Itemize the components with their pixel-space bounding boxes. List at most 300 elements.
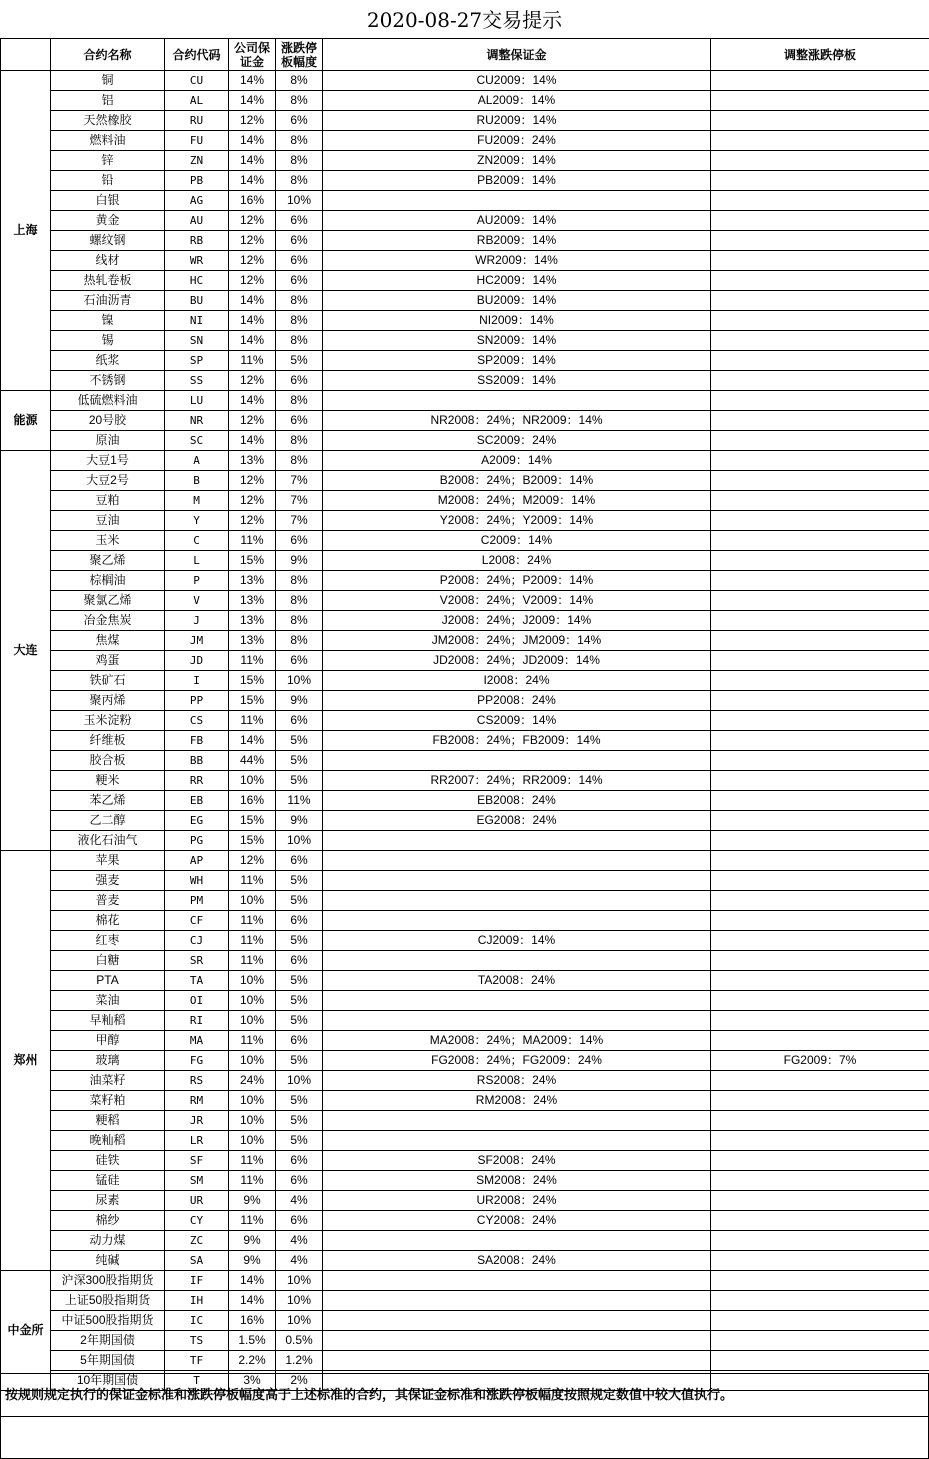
table-row — [1, 551, 929, 571]
table-row — [1, 711, 929, 731]
price-limit-cell: 8% — [276, 311, 323, 331]
company-margin-cell: 16% — [229, 191, 276, 211]
contract-code-cell: RI — [165, 1011, 229, 1031]
contract-code-cell: PB — [165, 171, 229, 191]
price-limit-cell: 8% — [276, 131, 323, 151]
contract-name-cell: 焦煤 — [51, 631, 165, 651]
adjusted-margin-cell: A2009：14% — [323, 451, 711, 471]
company-margin-cell: 14% — [229, 331, 276, 351]
price-limit-cell: 0.5% — [276, 1331, 323, 1351]
company-margin-cell: 14% — [229, 391, 276, 411]
adjusted-limit-cell — [711, 71, 929, 91]
adjusted-limit-cell — [711, 211, 929, 231]
company-margin-cell: 11% — [229, 951, 276, 971]
contract-code-cell: TS — [165, 1331, 229, 1351]
adjusted-limit-cell — [711, 771, 929, 791]
contract-name-cell: 玉米淀粉 — [51, 711, 165, 731]
contract-code-cell: V — [165, 591, 229, 611]
adjusted-limit-cell — [711, 1311, 929, 1331]
contract-name-cell: 螺纹钢 — [51, 231, 165, 251]
adjusted-limit-cell — [711, 391, 929, 411]
adjusted-limit-cell — [711, 271, 929, 291]
price-limit-cell: 5% — [276, 351, 323, 371]
contract-code-cell: IC — [165, 1311, 229, 1331]
adjusted-limit-cell — [711, 431, 929, 451]
adjusted-limit-cell — [711, 1091, 929, 1111]
adjusted-limit-cell — [711, 811, 929, 831]
adjusted-margin-cell: SA2008：24% — [323, 1251, 711, 1271]
contract-code-cell: CY — [165, 1211, 229, 1231]
adjusted-limit-cell — [711, 1131, 929, 1151]
contract-name-cell: 白糖 — [51, 951, 165, 971]
price-limit-cell: 5% — [276, 1011, 323, 1031]
company-margin-cell: 14% — [229, 1291, 276, 1311]
contract-name-cell: 粳稻 — [51, 1111, 165, 1131]
adjusted-limit-cell — [711, 1251, 929, 1271]
adjusted-limit-cell — [711, 511, 929, 531]
adjusted-limit-cell — [711, 351, 929, 371]
table-row — [1, 1111, 929, 1131]
adjusted-margin-cell — [323, 991, 711, 1011]
table-row — [1, 231, 929, 251]
contract-code-cell: WR — [165, 251, 229, 271]
contract-code-cell: CU — [165, 71, 229, 91]
price-limit-cell: 5% — [276, 1111, 323, 1131]
exchange-label: 郑州 — [1, 851, 51, 1271]
price-limit-cell: 6% — [276, 371, 323, 391]
contract-code-cell: SC — [165, 431, 229, 451]
contract-name-cell: 豆粕 — [51, 491, 165, 511]
adjusted-margin-cell — [323, 831, 711, 851]
table-row — [1, 591, 929, 611]
contract-name-cell: 聚乙烯 — [51, 551, 165, 571]
contract-code-cell: RB — [165, 231, 229, 251]
contract-code-cell: T — [165, 1371, 229, 1391]
adjusted-margin-cell: I2008：24% — [323, 671, 711, 691]
company-margin-cell: 14% — [229, 291, 276, 311]
adjusted-limit-cell — [711, 1151, 929, 1171]
adjusted-limit-cell — [711, 751, 929, 771]
contract-name-cell: 普麦 — [51, 891, 165, 911]
contract-name-cell: 纸浆 — [51, 351, 165, 371]
contract-code-cell: JD — [165, 651, 229, 671]
table-row — [1, 1071, 929, 1091]
adjusted-limit-cell — [711, 1171, 929, 1191]
contract-code-cell: A — [165, 451, 229, 471]
header-row — [1, 39, 929, 71]
adjusted-margin-cell: B2008：24%；B2009：14% — [323, 471, 711, 491]
adjusted-limit-cell — [711, 371, 929, 391]
adjusted-limit-cell — [711, 551, 929, 571]
contract-code-cell: LR — [165, 1131, 229, 1151]
company-margin-cell: 10% — [229, 1051, 276, 1071]
adjusted-limit-cell — [711, 251, 929, 271]
price-limit-cell: 10% — [276, 191, 323, 211]
contract-code-cell: SN — [165, 331, 229, 351]
table-row — [1, 891, 929, 911]
adjusted-margin-cell: EG2008：24% — [323, 811, 711, 831]
price-limit-cell: 6% — [276, 411, 323, 431]
footer-divider — [1, 1416, 928, 1417]
company-margin-cell: 15% — [229, 691, 276, 711]
price-limit-cell: 4% — [276, 1191, 323, 1211]
table-body — [1, 71, 929, 1391]
company-margin-cell: 12% — [229, 251, 276, 271]
contract-name-cell: 菜油 — [51, 991, 165, 1011]
contract-code-cell: CS — [165, 711, 229, 731]
contract-code-cell: P — [165, 571, 229, 591]
contract-name-cell: 5年期国债 — [51, 1351, 165, 1371]
company-margin-cell: 12% — [229, 411, 276, 431]
exchange-label: 能源 — [1, 391, 51, 451]
adjusted-limit-cell — [711, 91, 929, 111]
company-margin-cell: 44% — [229, 751, 276, 771]
price-limit-cell: 6% — [276, 951, 323, 971]
contract-code-cell: AU — [165, 211, 229, 231]
adjusted-margin-cell: RS2008：24% — [323, 1071, 711, 1091]
company-margin-cell: 11% — [229, 1031, 276, 1051]
contract-name-cell: 铅 — [51, 171, 165, 191]
company-margin-cell: 14% — [229, 1271, 276, 1291]
adjusted-limit-cell — [711, 1071, 929, 1091]
exchange-label: 中金所 — [1, 1271, 51, 1391]
contract-code-cell: JM — [165, 631, 229, 651]
adjusted-margin-cell — [323, 891, 711, 911]
company-margin-cell: 10% — [229, 1091, 276, 1111]
company-margin-cell: 11% — [229, 651, 276, 671]
contract-code-cell: J — [165, 611, 229, 631]
contract-code-cell: SF — [165, 1151, 229, 1171]
price-limit-cell: 7% — [276, 511, 323, 531]
table-row — [1, 451, 929, 471]
contract-code-cell: EG — [165, 811, 229, 831]
table-row — [1, 1151, 929, 1171]
adjusted-margin-cell: CJ2009：14% — [323, 931, 711, 951]
adjusted-margin-cell: PP2008：24% — [323, 691, 711, 711]
adjusted-margin-cell — [323, 1011, 711, 1031]
table-row — [1, 951, 929, 971]
adjusted-margin-cell — [323, 1131, 711, 1151]
contract-code-cell: EB — [165, 791, 229, 811]
adjusted-margin-cell — [323, 851, 711, 871]
table-row — [1, 991, 929, 1011]
table-row — [1, 71, 929, 91]
price-limit-cell: 11% — [276, 791, 323, 811]
adjusted-margin-cell: AL2009：14% — [323, 91, 711, 111]
table-row — [1, 1171, 929, 1191]
price-limit-cell: 8% — [276, 71, 323, 91]
company-margin-cell: 14% — [229, 151, 276, 171]
header-adjusted-limit: 调整涨跌停板 — [711, 39, 929, 71]
company-margin-cell: 11% — [229, 351, 276, 371]
price-limit-cell: 9% — [276, 811, 323, 831]
price-limit-cell: 5% — [276, 1091, 323, 1111]
price-limit-cell: 8% — [276, 591, 323, 611]
contract-name-cell: 锡 — [51, 331, 165, 351]
adjusted-margin-cell: FB2008：24%；FB2009：14% — [323, 731, 711, 751]
contract-code-cell: SS — [165, 371, 229, 391]
company-margin-cell: 12% — [229, 491, 276, 511]
table-row — [1, 911, 929, 931]
contract-code-cell: SM — [165, 1171, 229, 1191]
contract-name-cell: 尿素 — [51, 1191, 165, 1211]
contract-name-cell: 热轧卷板 — [51, 271, 165, 291]
adjusted-limit-cell — [711, 991, 929, 1011]
table-row — [1, 311, 929, 331]
adjusted-limit-cell — [711, 111, 929, 131]
adjusted-limit-cell — [711, 471, 929, 491]
company-margin-cell: 10% — [229, 1111, 276, 1131]
price-limit-cell: 10% — [276, 1071, 323, 1091]
adjusted-margin-cell: ZN2009：14% — [323, 151, 711, 171]
header-adjusted-margin: 调整保证金 — [323, 39, 711, 71]
adjusted-margin-cell: Y2008：24%；Y2009：14% — [323, 511, 711, 531]
price-limit-cell: 5% — [276, 751, 323, 771]
price-limit-cell: 8% — [276, 91, 323, 111]
table-row — [1, 1271, 929, 1291]
contract-code-cell: UR — [165, 1191, 229, 1211]
contract-code-cell: OI — [165, 991, 229, 1011]
company-margin-cell: 24% — [229, 1071, 276, 1091]
contract-code-cell: B — [165, 471, 229, 491]
exchange-label: 上海 — [1, 71, 51, 391]
contract-code-cell: TA — [165, 971, 229, 991]
price-limit-cell: 6% — [276, 851, 323, 871]
company-margin-cell: 10% — [229, 991, 276, 1011]
company-margin-cell: 11% — [229, 931, 276, 951]
adjusted-limit-cell — [711, 691, 929, 711]
adjusted-limit-cell: FG2009：7% — [711, 1051, 929, 1071]
adjusted-margin-cell: EB2008：24% — [323, 791, 711, 811]
contract-name-cell: 苹果 — [51, 851, 165, 871]
adjusted-limit-cell — [711, 611, 929, 631]
contract-name-cell: 铜 — [51, 71, 165, 91]
adjusted-limit-cell — [711, 1231, 929, 1251]
company-margin-cell: 14% — [229, 311, 276, 331]
contract-code-cell: MA — [165, 1031, 229, 1051]
contract-name-cell: 聚丙烯 — [51, 691, 165, 711]
table-row — [1, 571, 929, 591]
contract-code-cell: TF — [165, 1351, 229, 1371]
table-row — [1, 391, 929, 411]
adjusted-margin-cell: FU2009：24% — [323, 131, 711, 151]
contract-code-cell: I — [165, 671, 229, 691]
company-margin-cell: 15% — [229, 551, 276, 571]
adjusted-margin-cell: CU2009：14% — [323, 71, 711, 91]
contract-name-cell: 强麦 — [51, 871, 165, 891]
price-limit-cell: 6% — [276, 1171, 323, 1191]
company-margin-cell: 12% — [229, 231, 276, 251]
page-title: 2020-08-27交易提示 — [366, 8, 563, 32]
adjusted-margin-cell — [323, 1111, 711, 1131]
price-limit-cell: 6% — [276, 711, 323, 731]
adjusted-margin-cell: L2008：24% — [323, 551, 711, 571]
adjusted-limit-cell — [711, 531, 929, 551]
company-margin-cell: 14% — [229, 91, 276, 111]
adjusted-margin-cell: FG2008：24%；FG2009：24% — [323, 1051, 711, 1071]
price-limit-cell: 6% — [276, 1151, 323, 1171]
table-row — [1, 1191, 929, 1211]
table-row — [1, 1231, 929, 1251]
adjusted-limit-cell — [711, 1031, 929, 1051]
adjusted-limit-cell — [711, 911, 929, 931]
price-limit-cell: 7% — [276, 471, 323, 491]
contract-name-cell: 燃料油 — [51, 131, 165, 151]
table-row — [1, 811, 929, 831]
contract-code-cell: JR — [165, 1111, 229, 1131]
price-limit-cell: 8% — [276, 631, 323, 651]
contract-name-cell: 2年期国债 — [51, 1331, 165, 1351]
table-row — [1, 1031, 929, 1051]
adjusted-margin-cell: JM2008：24%；JM2009：14% — [323, 631, 711, 651]
contract-code-cell: RM — [165, 1091, 229, 1111]
adjusted-margin-cell: RM2008：24% — [323, 1091, 711, 1111]
adjusted-margin-cell — [323, 1271, 711, 1291]
contract-name-cell: 豆油 — [51, 511, 165, 531]
price-limit-cell: 9% — [276, 691, 323, 711]
price-limit-cell: 8% — [276, 171, 323, 191]
company-margin-cell: 10% — [229, 891, 276, 911]
adjusted-limit-cell — [711, 891, 929, 911]
adjusted-margin-cell: TA2008：24% — [323, 971, 711, 991]
adjusted-margin-cell — [323, 871, 711, 891]
company-margin-cell: 11% — [229, 1171, 276, 1191]
price-limit-cell: 10% — [276, 1291, 323, 1311]
adjusted-limit-cell — [711, 731, 929, 751]
table-row — [1, 1291, 929, 1311]
price-limit-cell: 10% — [276, 831, 323, 851]
adjusted-limit-cell — [711, 291, 929, 311]
contract-name-cell: 锌 — [51, 151, 165, 171]
adjusted-margin-cell: SM2008：24% — [323, 1171, 711, 1191]
trading-table — [0, 38, 929, 1391]
contract-code-cell: L — [165, 551, 229, 571]
adjusted-limit-cell — [711, 151, 929, 171]
company-margin-cell: 11% — [229, 711, 276, 731]
company-margin-cell: 11% — [229, 911, 276, 931]
contract-code-cell: FG — [165, 1051, 229, 1071]
company-margin-cell: 15% — [229, 831, 276, 851]
price-limit-cell: 6% — [276, 651, 323, 671]
company-margin-cell: 12% — [229, 111, 276, 131]
contract-name-cell: 动力煤 — [51, 1231, 165, 1251]
header-exchange — [1, 39, 51, 71]
contract-name-cell: 不锈钢 — [51, 371, 165, 391]
adjusted-limit-cell — [711, 131, 929, 151]
contract-code-cell: RS — [165, 1071, 229, 1091]
price-limit-cell: 6% — [276, 531, 323, 551]
table-row — [1, 511, 929, 531]
table-row — [1, 691, 929, 711]
contract-name-cell: 冶金焦炭 — [51, 611, 165, 631]
price-limit-cell: 8% — [276, 291, 323, 311]
table-row — [1, 871, 929, 891]
price-limit-cell: 5% — [276, 891, 323, 911]
contract-name-cell: 中证500股指期货 — [51, 1311, 165, 1331]
adjusted-margin-cell — [323, 191, 711, 211]
contract-code-cell: SR — [165, 951, 229, 971]
adjusted-margin-cell: NI2009：14% — [323, 311, 711, 331]
adjusted-limit-cell — [711, 1291, 929, 1311]
contract-code-cell: NR — [165, 411, 229, 431]
company-margin-cell: 10% — [229, 1131, 276, 1151]
adjusted-margin-cell: HC2009：14% — [323, 271, 711, 291]
table-row — [1, 1051, 929, 1071]
price-limit-cell: 8% — [276, 431, 323, 451]
price-limit-cell: 6% — [276, 271, 323, 291]
company-margin-cell: 11% — [229, 871, 276, 891]
contract-name-cell: 石油沥青 — [51, 291, 165, 311]
table-row — [1, 491, 929, 511]
table-row — [1, 331, 929, 351]
contract-name-cell: 纤维板 — [51, 731, 165, 751]
footer-note: 按规则规定执行的保证金标准和涨跌停板幅度高于上述标准的合约，其保证金标准和涨跌停板幅度按照规定数值中较大值执行。 — [5, 1388, 734, 1403]
company-margin-cell: 1.5% — [229, 1331, 276, 1351]
contract-name-cell: 棉纱 — [51, 1211, 165, 1231]
contract-name-cell: 棕榈油 — [51, 571, 165, 591]
company-margin-cell: 13% — [229, 451, 276, 471]
contract-code-cell: HC — [165, 271, 229, 291]
contract-name-cell: 鸡蛋 — [51, 651, 165, 671]
table-row — [1, 1331, 929, 1351]
contract-name-cell: 甲醇 — [51, 1031, 165, 1051]
adjusted-limit-cell — [711, 411, 929, 431]
header-contract-code: 合约代码 — [165, 39, 229, 71]
company-margin-cell: 11% — [229, 1151, 276, 1171]
contract-name-cell: 乙二醇 — [51, 811, 165, 831]
company-margin-cell: 11% — [229, 531, 276, 551]
contract-name-cell: 硅铁 — [51, 1151, 165, 1171]
adjusted-limit-cell — [711, 571, 929, 591]
price-limit-cell: 6% — [276, 111, 323, 131]
adjusted-margin-cell: SP2009：14% — [323, 351, 711, 371]
adjusted-limit-cell — [711, 971, 929, 991]
company-margin-cell: 12% — [229, 471, 276, 491]
table-row — [1, 271, 929, 291]
price-limit-cell: 8% — [276, 151, 323, 171]
contract-code-cell: FU — [165, 131, 229, 151]
company-margin-cell: 12% — [229, 371, 276, 391]
price-limit-cell: 9% — [276, 551, 323, 571]
contract-name-cell: 铝 — [51, 91, 165, 111]
table-row — [1, 471, 929, 491]
adjusted-margin-cell: SF2008：24% — [323, 1151, 711, 1171]
table-row — [1, 731, 929, 751]
price-limit-cell: 6% — [276, 1031, 323, 1051]
table-row — [1, 851, 929, 871]
contract-code-cell: AL — [165, 91, 229, 111]
price-limit-cell: 6% — [276, 1211, 323, 1231]
contract-code-cell: WH — [165, 871, 229, 891]
contract-name-cell: PTA — [51, 971, 165, 991]
adjusted-limit-cell — [711, 1271, 929, 1291]
contract-code-cell: AP — [165, 851, 229, 871]
adjusted-margin-cell — [323, 951, 711, 971]
price-limit-cell: 5% — [276, 731, 323, 751]
adjusted-limit-cell — [711, 491, 929, 511]
contract-name-cell: 油菜籽 — [51, 1071, 165, 1091]
adjusted-limit-cell — [711, 331, 929, 351]
contract-code-cell: NI — [165, 311, 229, 331]
table-row — [1, 131, 929, 151]
contract-code-cell: C — [165, 531, 229, 551]
company-margin-cell: 2.2% — [229, 1351, 276, 1371]
adjusted-margin-cell — [323, 911, 711, 931]
contract-code-cell: BU — [165, 291, 229, 311]
contract-name-cell: 锰硅 — [51, 1171, 165, 1191]
price-limit-cell: 10% — [276, 671, 323, 691]
adjusted-margin-cell — [323, 1231, 711, 1251]
